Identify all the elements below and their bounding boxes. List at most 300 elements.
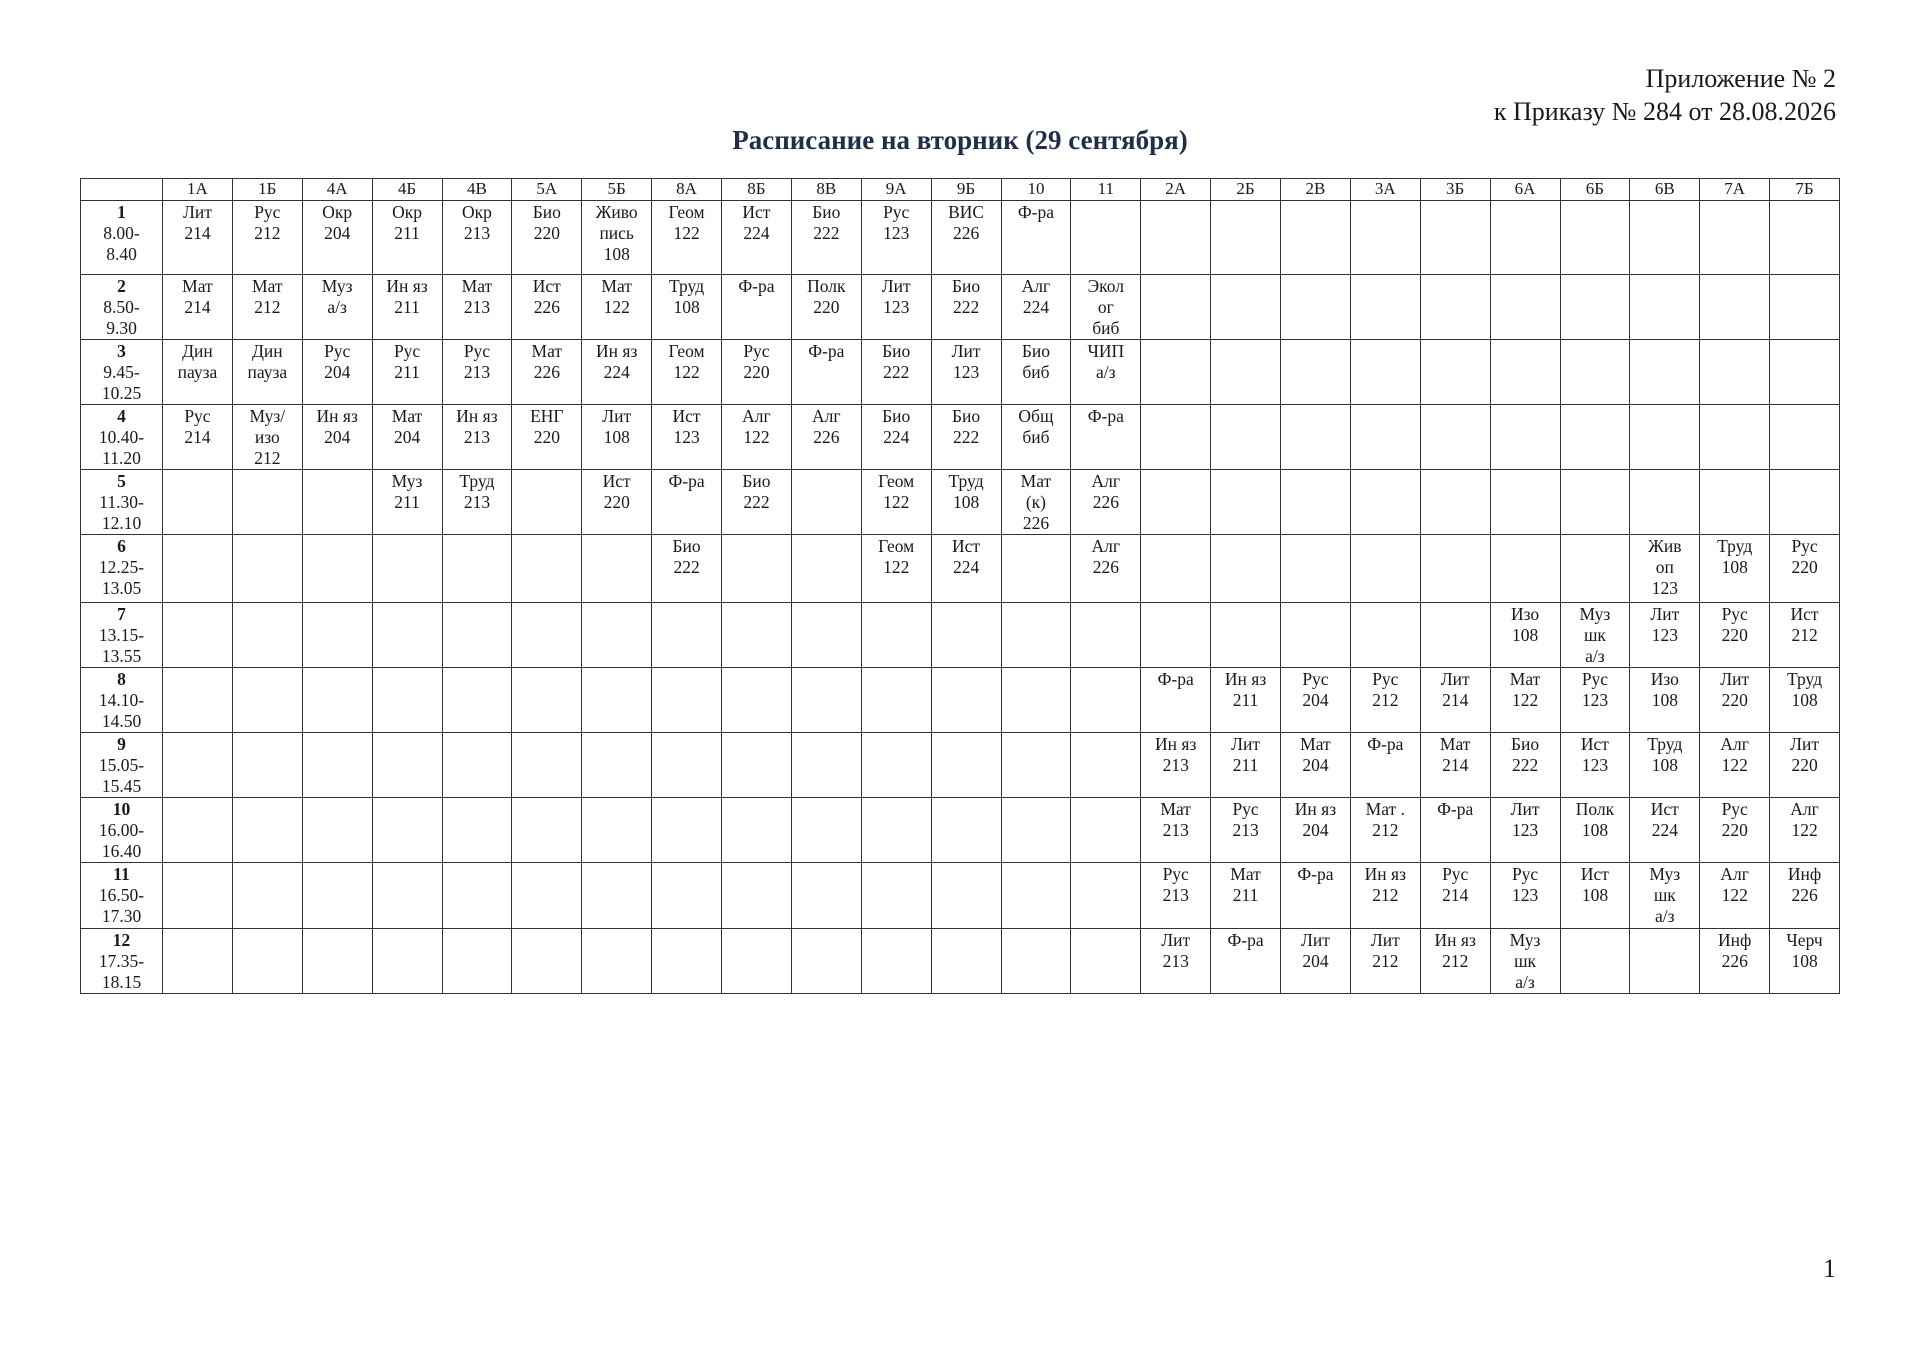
lesson-cell xyxy=(512,798,582,863)
lesson-cell: Инф 226 xyxy=(1770,863,1840,929)
lesson-cell xyxy=(512,603,582,668)
lesson-cell xyxy=(1560,929,1630,994)
lesson-cell: Био 220 xyxy=(512,201,582,275)
lesson-cell xyxy=(1211,470,1281,535)
lesson-cell xyxy=(652,668,722,733)
lesson-cell: Ин яз 224 xyxy=(582,340,652,405)
lesson-cell: Дин пауза xyxy=(163,340,233,405)
lesson-cell xyxy=(1001,603,1071,668)
lesson-cell xyxy=(1001,798,1071,863)
lesson-cell: ВИС 226 xyxy=(931,201,1001,275)
table-row xyxy=(81,340,1840,405)
lesson-cell: Рус 213 xyxy=(442,340,512,405)
lesson-cell: Лит 123 xyxy=(931,340,1001,405)
lesson-cell xyxy=(1420,405,1490,470)
lesson-cell: Ист 108 xyxy=(1560,863,1630,929)
lesson-cell xyxy=(1071,201,1141,275)
column-header: 8В xyxy=(791,179,861,201)
lesson-cell: Лит 220 xyxy=(1770,733,1840,798)
lesson-number: 8 xyxy=(117,669,126,689)
lesson-cell xyxy=(1350,470,1420,535)
lesson-cell xyxy=(861,603,931,668)
lesson-cell: Рус 220 xyxy=(1770,535,1840,603)
lesson-number-cell xyxy=(81,535,163,603)
lesson-cell xyxy=(1281,405,1351,470)
lesson-cell xyxy=(791,535,861,603)
lesson-cell: Ф-ра xyxy=(1211,929,1281,994)
lesson-cell xyxy=(861,798,931,863)
lesson-cell xyxy=(652,603,722,668)
lesson-cell xyxy=(1071,668,1141,733)
lesson-cell xyxy=(1560,201,1630,275)
lesson-cell xyxy=(232,668,302,733)
lesson-cell xyxy=(1630,275,1700,340)
lesson-cell xyxy=(1350,340,1420,405)
lesson-cell xyxy=(1071,863,1141,929)
lesson-cell xyxy=(582,603,652,668)
lesson-cell xyxy=(1001,535,1071,603)
lesson-cell: Рус 213 xyxy=(1211,798,1281,863)
lesson-cell xyxy=(232,470,302,535)
lesson-cell: Окр 204 xyxy=(302,201,372,275)
column-header: 11 xyxy=(1071,179,1141,201)
lesson-cell: Труд 213 xyxy=(442,470,512,535)
lesson-cell xyxy=(931,733,1001,798)
lesson-cell xyxy=(1700,340,1770,405)
lesson-cell xyxy=(442,668,512,733)
column-header: 9А xyxy=(861,179,931,201)
table-row xyxy=(81,863,1840,929)
column-header: 10 xyxy=(1001,179,1071,201)
lesson-cell: Лит 204 xyxy=(1281,929,1351,994)
lesson-cell xyxy=(582,863,652,929)
lesson-cell: Мат 213 xyxy=(1141,798,1211,863)
lesson-cell: Био 222 xyxy=(722,470,792,535)
lesson-cell xyxy=(372,798,442,863)
lesson-cell: Рус 211 xyxy=(372,340,442,405)
lesson-cell xyxy=(791,470,861,535)
lesson-cell xyxy=(1141,470,1211,535)
lesson-cell xyxy=(1560,275,1630,340)
lesson-cell xyxy=(442,603,512,668)
lesson-cell: Ф-ра xyxy=(1281,863,1351,929)
lesson-cell xyxy=(1630,470,1700,535)
lesson-number-cell xyxy=(81,275,163,340)
lesson-cell xyxy=(1630,405,1700,470)
lesson-time: 16.50- 17.30 xyxy=(98,885,145,926)
lesson-number: 2 xyxy=(117,276,126,296)
lesson-cell: Рус 214 xyxy=(1420,863,1490,929)
lesson-cell: Геом 122 xyxy=(861,535,931,603)
lesson-cell: Муз/ изо 212 xyxy=(232,405,302,470)
lesson-cell: Муз 211 xyxy=(372,470,442,535)
lesson-cell: Рус 220 xyxy=(722,340,792,405)
lesson-cell: Лит 214 xyxy=(1420,668,1490,733)
lesson-cell xyxy=(1770,201,1840,275)
lesson-cell xyxy=(791,798,861,863)
lesson-cell: Экол ог биб xyxy=(1071,275,1141,340)
lesson-cell: Ф-ра xyxy=(1071,405,1141,470)
column-header: 4Б xyxy=(372,179,442,201)
lesson-cell xyxy=(232,733,302,798)
lesson-cell xyxy=(232,535,302,603)
column-header: 8Б xyxy=(722,179,792,201)
table-row xyxy=(81,470,1840,535)
column-header: 3Б xyxy=(1420,179,1490,201)
lesson-cell xyxy=(163,535,233,603)
column-header: 7А xyxy=(1700,179,1770,201)
column-header: 9Б xyxy=(931,179,1001,201)
lesson-cell: Геом 122 xyxy=(652,201,722,275)
lesson-cell xyxy=(1490,405,1560,470)
lesson-cell xyxy=(861,733,931,798)
lesson-cell xyxy=(652,929,722,994)
lesson-cell xyxy=(1490,470,1560,535)
lesson-cell xyxy=(1001,929,1071,994)
lesson-cell: Жив оп 123 xyxy=(1630,535,1700,603)
lesson-cell: Ист 226 xyxy=(512,275,582,340)
lesson-number: 7 xyxy=(117,604,126,624)
lesson-cell xyxy=(1141,535,1211,603)
lesson-cell: Рус 212 xyxy=(232,201,302,275)
lesson-cell: Ист 224 xyxy=(722,201,792,275)
lesson-time: 8.00- 8.40 xyxy=(103,223,140,264)
lesson-cell: Ин яз 213 xyxy=(442,405,512,470)
lesson-cell xyxy=(512,535,582,603)
table-row xyxy=(81,201,1840,275)
lesson-cell xyxy=(1350,405,1420,470)
lesson-time: 12.25- 13.05 xyxy=(98,557,145,598)
lesson-cell: Био биб xyxy=(1001,340,1071,405)
lesson-cell xyxy=(652,733,722,798)
lesson-cell: Ф-ра xyxy=(1141,668,1211,733)
lesson-cell: Мат 214 xyxy=(1420,733,1490,798)
document-header xyxy=(1494,62,1836,128)
lesson-cell: Труд 108 xyxy=(1700,535,1770,603)
lesson-cell: Ист 123 xyxy=(652,405,722,470)
lesson-time: 11.30- 12.10 xyxy=(99,492,144,533)
lesson-cell: Ин яз 213 xyxy=(1141,733,1211,798)
lesson-cell: Лит 212 xyxy=(1350,929,1420,994)
column-header: 1Б xyxy=(232,179,302,201)
lesson-cell: Черч 108 xyxy=(1770,929,1840,994)
lesson-cell: Мат 211 xyxy=(1211,863,1281,929)
lesson-cell xyxy=(1001,668,1071,733)
lesson-cell: Био 222 xyxy=(652,535,722,603)
lesson-time: 13.15- 13.55 xyxy=(98,625,145,666)
lesson-time: 9.45- 10.25 xyxy=(101,362,142,403)
lesson-cell xyxy=(652,863,722,929)
lesson-cell xyxy=(931,798,1001,863)
table-row xyxy=(81,798,1840,863)
lesson-cell xyxy=(302,929,372,994)
lesson-cell: Живо пись 108 xyxy=(582,201,652,275)
lesson-cell xyxy=(372,603,442,668)
lesson-cell: Мат 226 xyxy=(512,340,582,405)
lesson-number-cell xyxy=(81,798,163,863)
lesson-cell xyxy=(163,668,233,733)
column-header: 2Б xyxy=(1211,179,1281,201)
lesson-cell xyxy=(1630,340,1700,405)
lesson-time: 16.00- 16.40 xyxy=(98,820,145,861)
lesson-cell: Труд 108 xyxy=(931,470,1001,535)
lesson-cell: Полк 108 xyxy=(1560,798,1630,863)
lesson-number: 12 xyxy=(112,930,131,950)
lesson-cell xyxy=(582,668,652,733)
lesson-cell xyxy=(1211,603,1281,668)
lesson-cell xyxy=(722,798,792,863)
lesson-cell xyxy=(163,733,233,798)
lesson-cell xyxy=(1420,470,1490,535)
lesson-cell: Био 222 xyxy=(861,340,931,405)
lesson-cell: Муз шк а/з xyxy=(1630,863,1700,929)
lesson-cell: Рус 204 xyxy=(1281,668,1351,733)
page-title: Расписание на вторник (29 сентября) xyxy=(732,125,1188,155)
lesson-cell xyxy=(512,470,582,535)
lesson-cell xyxy=(1071,733,1141,798)
lesson-cell xyxy=(791,603,861,668)
lesson-cell xyxy=(442,863,512,929)
lesson-cell xyxy=(163,603,233,668)
lesson-cell: Рус 204 xyxy=(302,340,372,405)
lesson-cell: Изо 108 xyxy=(1630,668,1700,733)
lesson-cell xyxy=(582,733,652,798)
lesson-cell xyxy=(722,929,792,994)
lesson-cell xyxy=(1141,405,1211,470)
lesson-cell: Лит 123 xyxy=(861,275,931,340)
lesson-cell xyxy=(163,798,233,863)
lesson-cell: Ист 224 xyxy=(931,535,1001,603)
column-header: 8А xyxy=(652,179,722,201)
lesson-cell xyxy=(512,929,582,994)
lesson-cell: Общ биб xyxy=(1001,405,1071,470)
lesson-cell: Мат 212 xyxy=(232,275,302,340)
lesson-cell: Мат 122 xyxy=(582,275,652,340)
lesson-cell: Ин яз 204 xyxy=(302,405,372,470)
lesson-cell xyxy=(1281,535,1351,603)
table-header-row xyxy=(81,179,1840,201)
lesson-cell: Окр 213 xyxy=(442,201,512,275)
lesson-time: 10.40- 11.20 xyxy=(98,427,145,468)
lesson-cell xyxy=(1560,405,1630,470)
lesson-cell: ЕНГ 220 xyxy=(512,405,582,470)
lesson-cell xyxy=(1700,275,1770,340)
lesson-cell xyxy=(1141,275,1211,340)
lesson-cell: Труд 108 xyxy=(1630,733,1700,798)
lesson-cell xyxy=(1560,470,1630,535)
column-header: 2А xyxy=(1141,179,1211,201)
column-header: 3А xyxy=(1350,179,1420,201)
lesson-number: 3 xyxy=(117,341,126,361)
lesson-cell: Ин яз 212 xyxy=(1350,863,1420,929)
lesson-cell: ЧИП а/з xyxy=(1071,340,1141,405)
lesson-cell: Лит 211 xyxy=(1211,733,1281,798)
lesson-cell xyxy=(372,668,442,733)
lesson-cell xyxy=(861,929,931,994)
lesson-cell: Алг 122 xyxy=(1770,798,1840,863)
lesson-cell: Ин яз 204 xyxy=(1281,798,1351,863)
lesson-cell xyxy=(302,863,372,929)
lesson-number: 5 xyxy=(117,471,126,491)
lesson-cell: Ин яз 211 xyxy=(1211,668,1281,733)
lesson-cell xyxy=(722,863,792,929)
column-header: 6А xyxy=(1490,179,1560,201)
lesson-cell xyxy=(372,929,442,994)
lesson-cell: Мат 213 xyxy=(442,275,512,340)
lesson-number-cell xyxy=(81,201,163,275)
lesson-cell: Труд 108 xyxy=(1770,668,1840,733)
lesson-cell xyxy=(1560,535,1630,603)
table-row xyxy=(81,668,1840,733)
lesson-cell xyxy=(512,863,582,929)
lesson-cell xyxy=(1700,470,1770,535)
lesson-cell: Био 222 xyxy=(1490,733,1560,798)
lesson-time: 15.05- 15.45 xyxy=(98,755,145,796)
lesson-cell xyxy=(1560,340,1630,405)
lesson-cell: Ф-ра xyxy=(652,470,722,535)
page-number: 1 xyxy=(1823,1254,1836,1283)
lesson-cell xyxy=(302,798,372,863)
table-row xyxy=(81,275,1840,340)
lesson-cell xyxy=(512,733,582,798)
lesson-cell xyxy=(1770,470,1840,535)
lesson-cell: Алг 226 xyxy=(1071,470,1141,535)
lesson-cell xyxy=(652,798,722,863)
lesson-cell: Ист 224 xyxy=(1630,798,1700,863)
lesson-cell xyxy=(442,535,512,603)
lesson-cell: Полк 220 xyxy=(791,275,861,340)
lesson-cell xyxy=(931,603,1001,668)
lesson-cell xyxy=(512,668,582,733)
lesson-cell: Алг 122 xyxy=(1700,733,1770,798)
lesson-number: 11 xyxy=(113,864,130,884)
lesson-time: 8.50- 9.30 xyxy=(103,297,140,338)
lesson-cell: Мат 204 xyxy=(1281,733,1351,798)
lesson-cell xyxy=(1420,603,1490,668)
lesson-number-cell xyxy=(81,929,163,994)
lesson-number-cell xyxy=(81,405,163,470)
lesson-cell: Рус 220 xyxy=(1700,603,1770,668)
lesson-time: 17.35- 18.15 xyxy=(98,951,145,992)
lesson-cell: Лит 123 xyxy=(1630,603,1700,668)
lesson-cell xyxy=(1281,275,1351,340)
column-header: 4А xyxy=(302,179,372,201)
lesson-cell xyxy=(582,798,652,863)
lesson-number-cell xyxy=(81,603,163,668)
lesson-cell xyxy=(302,535,372,603)
lesson-cell xyxy=(1071,798,1141,863)
lesson-cell xyxy=(931,668,1001,733)
lesson-cell xyxy=(372,535,442,603)
lesson-cell: Муз а/з xyxy=(302,275,372,340)
column-header: 4В xyxy=(442,179,512,201)
lesson-number: 1 xyxy=(117,202,126,222)
lesson-cell: Ф-ра xyxy=(1350,733,1420,798)
lesson-number-cell xyxy=(81,733,163,798)
lesson-cell: Ист 123 xyxy=(1560,733,1630,798)
lesson-cell xyxy=(1281,340,1351,405)
column-header: 5А xyxy=(512,179,582,201)
lesson-cell xyxy=(1490,275,1560,340)
lesson-cell: Дин пауза xyxy=(232,340,302,405)
lesson-cell: Алг 226 xyxy=(791,405,861,470)
lesson-cell: Мат . 212 xyxy=(1350,798,1420,863)
lesson-cell xyxy=(861,668,931,733)
lesson-number-cell xyxy=(81,863,163,929)
lesson-cell xyxy=(722,535,792,603)
lesson-cell xyxy=(1071,603,1141,668)
lesson-cell: Геом 122 xyxy=(861,470,931,535)
lesson-number-cell xyxy=(81,470,163,535)
lesson-cell xyxy=(1490,535,1560,603)
lesson-cell xyxy=(1350,603,1420,668)
lesson-cell xyxy=(1281,470,1351,535)
schedule-table xyxy=(80,178,1840,994)
lesson-number: 9 xyxy=(117,734,126,754)
column-header: 6Б xyxy=(1560,179,1630,201)
lesson-cell xyxy=(1420,535,1490,603)
lesson-cell: Алг 122 xyxy=(722,405,792,470)
lesson-cell: Ист 220 xyxy=(582,470,652,535)
lesson-cell: Ф-ра xyxy=(1420,798,1490,863)
lesson-cell xyxy=(1281,603,1351,668)
lesson-cell xyxy=(163,929,233,994)
lesson-cell: Мат 204 xyxy=(372,405,442,470)
lesson-cell xyxy=(1350,201,1420,275)
lesson-cell: Мат 122 xyxy=(1490,668,1560,733)
lesson-cell: Лит 220 xyxy=(1700,668,1770,733)
lesson-cell xyxy=(791,863,861,929)
lesson-cell xyxy=(1001,863,1071,929)
lesson-cell xyxy=(1420,275,1490,340)
lesson-cell xyxy=(791,929,861,994)
lesson-cell xyxy=(1700,201,1770,275)
lesson-cell: Ин яз 211 xyxy=(372,275,442,340)
column-header: 6В xyxy=(1630,179,1700,201)
lesson-cell xyxy=(1141,201,1211,275)
lesson-cell: Муз шк а/з xyxy=(1490,929,1560,994)
lesson-cell xyxy=(1141,603,1211,668)
lesson-cell xyxy=(1211,275,1281,340)
lesson-cell xyxy=(931,929,1001,994)
lesson-cell xyxy=(1281,201,1351,275)
lesson-cell xyxy=(791,733,861,798)
column-header: 7Б xyxy=(1770,179,1840,201)
lesson-cell: Ф-ра xyxy=(791,340,861,405)
lesson-cell xyxy=(1700,405,1770,470)
lesson-cell xyxy=(791,668,861,733)
lesson-cell: Рус 123 xyxy=(1490,863,1560,929)
lesson-cell: Геом 122 xyxy=(652,340,722,405)
lesson-cell xyxy=(582,929,652,994)
lesson-cell: Био 224 xyxy=(861,405,931,470)
lesson-number-cell xyxy=(81,340,163,405)
lesson-cell: Лит 108 xyxy=(582,405,652,470)
lesson-cell: Алг 224 xyxy=(1001,275,1071,340)
lesson-cell xyxy=(1490,340,1560,405)
lesson-cell: Алг 122 xyxy=(1700,863,1770,929)
lesson-cell xyxy=(302,470,372,535)
table-row xyxy=(81,603,1840,668)
lesson-number: 4 xyxy=(117,406,126,426)
lesson-cell xyxy=(232,798,302,863)
table-row xyxy=(81,535,1840,603)
lesson-cell: Рус 123 xyxy=(861,201,931,275)
lesson-cell xyxy=(1630,929,1700,994)
lesson-cell: Ф-ра xyxy=(722,275,792,340)
lesson-cell xyxy=(1770,275,1840,340)
lesson-cell xyxy=(232,603,302,668)
